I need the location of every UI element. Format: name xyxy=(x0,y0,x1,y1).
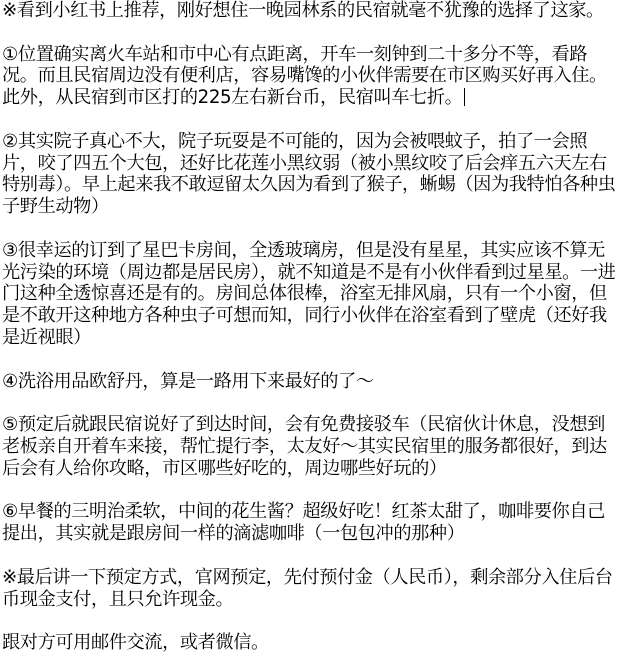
paragraph-location[interactable] xyxy=(2,44,617,109)
paragraph-spacer xyxy=(2,109,617,131)
paragraph-breakfast: ⑥早餐的三明治柔软，中间的花生酱？超级好吃！红茶太甜了，咖啡要你自己提出，其实就是跟房间一样的滴滤咖啡（一包包冲的那种） xyxy=(2,501,605,545)
paragraph-intro: ※看到小红书上推荐，刚好想住一晚园林系的民宿就毫不犹豫的选择了这家。 xyxy=(2,0,604,21)
paragraph-room: ③很幸运的订到了星巴卡房间，全透玻璃房，但是没有星星，其实应该不算无光污染的环境（周边都是居民房），就不知道是不是有小伙伴看到过星星。一进门这种全透惊喜还是有的。房间总体很棒，浴室无排风扇，只有一个小窗，但是不敢开这种地方各种虫子可想而知，同行小伙伴在浴室看到了壁虎（还好我是近视眼） xyxy=(2,239,616,348)
paragraph-spacer xyxy=(2,392,617,414)
paragraph-shuttle: ⑤预定后就跟民宿说好了到达时间，会有免费接驳车（民宿伙计休息，没想到老板亲自开着车来接，帮忙提行李，太友好～其实民宿里的服务都很好，到达后会有人给你攻略，市区哪些好吃的，周边哪些好玩的） xyxy=(2,414,607,479)
paragraph-booking: ※最后讲一下预定方式，官网预定，先付预付金（人民币），剩余部分入住后台币现金支付，且只允许现金。 xyxy=(2,566,613,610)
document-body xyxy=(2,0,617,654)
paragraph-toiletries: ④洗浴用品欧舒丹，算是一路用下来最好的了～ xyxy=(2,370,374,392)
paragraph-spacer xyxy=(2,349,617,371)
paragraph-spacer xyxy=(2,218,617,240)
paragraph-contact: 跟对方可用邮件交流，或者微信。 xyxy=(2,632,269,654)
paragraph-spacer xyxy=(2,480,617,502)
paragraph-location-text: ①位置确实离火车站和市中心有点距离，开车一刻钟到二十多分不等，看路况。而且民宿周边没有便利店，容易嘴馋的小伙伴需要在市区购买好再入住。此外，从民宿到市区打的225左右新台币，民宿叫车七折。 xyxy=(2,43,607,109)
text-cursor xyxy=(464,88,465,106)
paragraph-spacer xyxy=(2,610,617,632)
paragraph-courtyard: ②其实院子真心不大，院子玩耍是不可能的，因为会被喂蚊子，拍了一会照片，咬了四五个大包，还好比花莲小黑纹弱（被小黑纹咬了后会痒五六天左右特别毒）。早上起来我不敢逗留太久因为看到了猴子，蜥蜴（因为我特怕各种虫子野生动物） xyxy=(2,130,616,218)
paragraph-spacer xyxy=(2,545,617,567)
paragraph-spacer xyxy=(2,22,617,44)
